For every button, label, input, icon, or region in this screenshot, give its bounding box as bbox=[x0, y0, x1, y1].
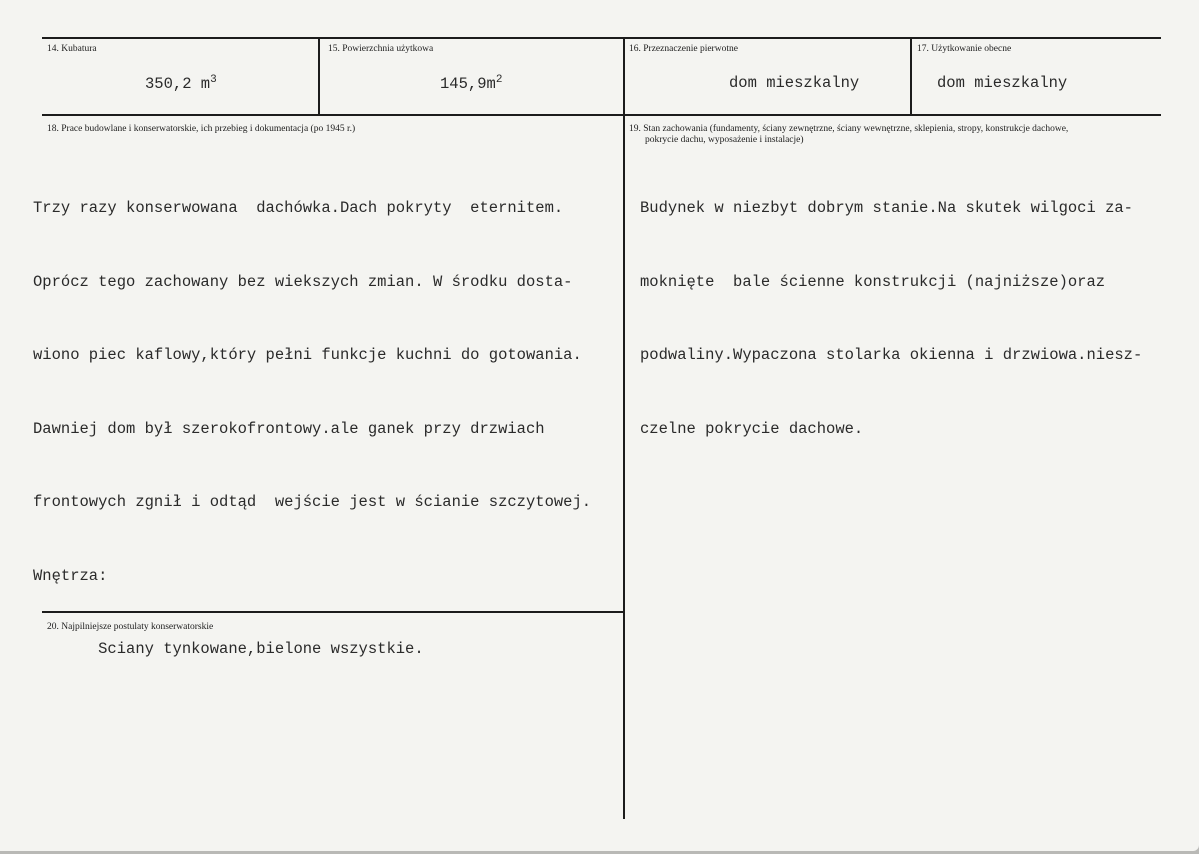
prace-line: frontowych zgnił i odtąd wejście jest w ścianie szczytowej. bbox=[33, 493, 592, 511]
prace-line: Sciany tynkowane,bielone wszystkie. bbox=[33, 640, 424, 658]
prace-line: Dawniej dom był szerokofrontowy.ale ganek przy drzwiach bbox=[33, 419, 545, 438]
stan-label bbox=[629, 124, 1068, 146]
stan-line: moknięte bale ścienne konstrukcji (najniższe)oraz bbox=[640, 272, 1106, 291]
stan-line: czelne pokrycie dachowe. bbox=[640, 419, 864, 438]
stan-text bbox=[640, 147, 1142, 490]
stan-line: podwaliny.Wypaczona stolarka okienna i drzwiowa.niesz- bbox=[640, 346, 1143, 364]
powierzchnia-label: 15. Powierzchnia użytkowa bbox=[328, 44, 434, 54]
top-rule bbox=[42, 37, 1161, 39]
prace-line: Trzy razy konserwowana dachówka.Dach pokryty eternitem. bbox=[33, 199, 564, 217]
postulaty-label: 20. Najpilniejsze postulaty konserwatorskie bbox=[47, 622, 214, 632]
prace-label: 18. Prace budowlane i konserwatorskie, ich przebieg i dokumentacja (po 1945 r.) bbox=[47, 124, 356, 134]
uzytkowanie-value: dom mieszkalny bbox=[937, 74, 1068, 92]
stan-label-line: pokrycie dachu, wyposażenie i instalacje) bbox=[645, 135, 804, 145]
header-row-rule bbox=[42, 114, 1161, 116]
prace-line: Oprócz tego zachowany bez wiekszych zmian. W środku dosta- bbox=[33, 272, 573, 291]
divider-16-17 bbox=[910, 37, 912, 116]
powierzchnia-unit-exponent: 2 bbox=[495, 74, 503, 86]
kubatura-label: 14. Kubatura bbox=[47, 44, 97, 54]
stan-line: Budynek w niezbyt dobrym stanie.Na skutek wilgoci za- bbox=[640, 199, 1133, 217]
przeznaczenie-value: dom mieszkalny bbox=[729, 74, 860, 92]
divider-15-16 bbox=[623, 37, 625, 819]
kubatura-value: 350,2 $m^3$ bbox=[145, 74, 217, 94]
prace-line: wiono piec kaflowy,który pełni funkcje kuchni do gotowania. bbox=[33, 346, 582, 364]
uzytkowanie-label: 17. Użytkowanie obecne bbox=[917, 44, 1012, 54]
divider-14-15 bbox=[318, 37, 320, 116]
powierzchnia-value: $145,9m^2$ bbox=[440, 74, 503, 94]
prace-line: Wnętrza: bbox=[33, 566, 108, 585]
przeznaczenie-label: 16. Przeznaczenie pierwotne bbox=[629, 44, 738, 54]
kubatura-unit-exponent: 3 bbox=[210, 74, 217, 86]
stan-label-line: 19. Stan zachowania (fundamenty, ściany zewnętrzne, ściany wewnętrzne, sklepienia, stropy, konstrukcje dachowe, bbox=[629, 124, 1069, 134]
